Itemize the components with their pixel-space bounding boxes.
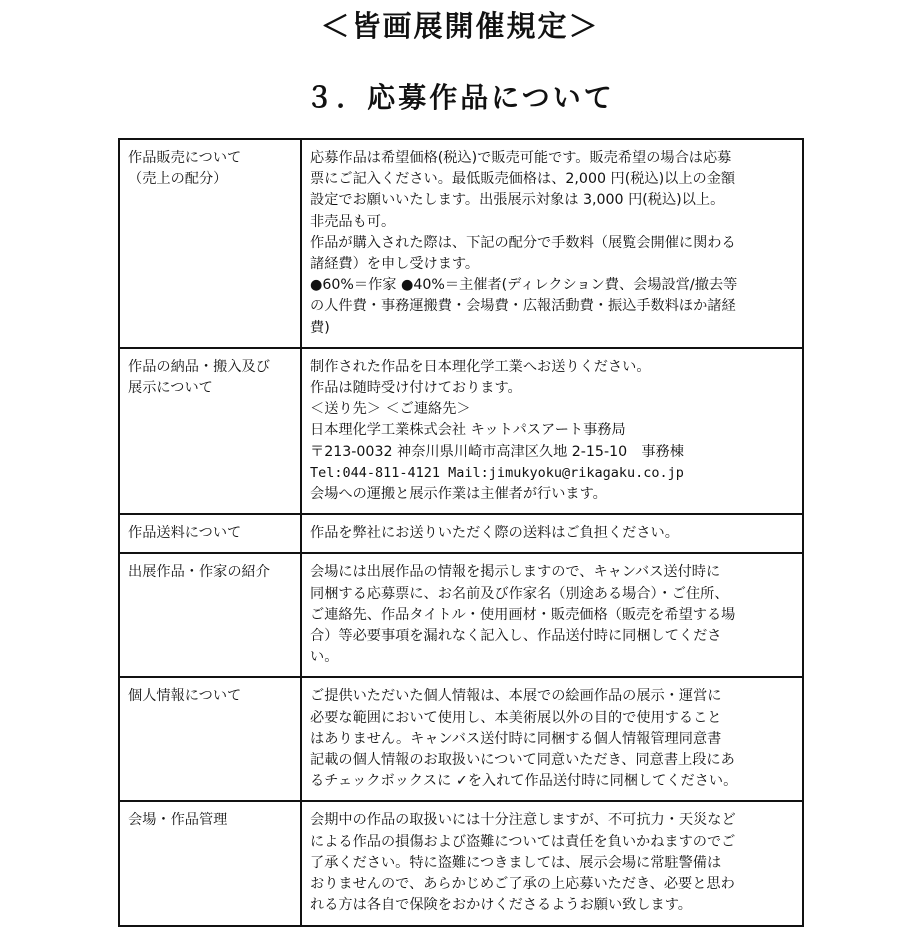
- row-label: [119, 553, 301, 677]
- content-line: おりませんので、あらかじめご了承の上応募いただき、必要と思わ: [310, 876, 735, 893]
- content-line: 非売品も可。: [310, 213, 396, 230]
- row-content: [301, 801, 803, 925]
- row-label-line: 作品の納品・搬入及び: [128, 358, 270, 375]
- content-line: の人件費・事務運搬費・会場費・広報活動費・振込手数料ほか諸経: [310, 298, 736, 315]
- content-line: 日本理化学工業株式会社 キットパスアート事務局: [310, 422, 626, 439]
- page-header: ＜皆画展開催規定＞: [320, 9, 600, 43]
- contact-line: Tel:044-811-4121 Mail:jimukyoku@rikagaku.co.jp: [310, 464, 684, 481]
- row-content: [301, 514, 803, 553]
- table-row-privacy: [119, 677, 803, 801]
- row-label-line: 作品送料について: [128, 525, 242, 542]
- table-row-introduction: [119, 553, 803, 677]
- row-label-line: 個人情報について: [128, 688, 242, 705]
- content-line: ●60%＝作家 ●40%＝主催者(ディレクション費、会場設営/撤去等: [310, 277, 738, 294]
- content-line: い。: [310, 649, 339, 666]
- content-line: 同梱する応募票に、お名前及び作家名（別途ある場合）・ご住所、: [310, 585, 729, 602]
- content-line: 会場への運搬と展示作業は主催者が行います。: [310, 486, 607, 503]
- content-line: れる方は各自で保険をおかけくださるようお願い致します。: [310, 897, 692, 914]
- content-line: 設定でお願いいたします。出張展示対象は 3,000 円(税込)以上。: [310, 192, 725, 209]
- row-label: [119, 348, 301, 514]
- row-label: [119, 801, 301, 925]
- rules-table: [118, 138, 804, 927]
- table-row-delivery: [119, 348, 803, 514]
- content-line: 了承ください。特に盗難につきましては、展示会場に常駐警備は: [310, 854, 722, 871]
- content-line: 諸経費）を申し受けます。: [310, 256, 480, 273]
- content-line: 合）等必要事項を漏れなく記入し、作品送付時に同梱してくださ: [310, 628, 722, 645]
- content-line: 会場には出展作品の情報を掲示しますので、キャンバス送付時に: [310, 564, 721, 581]
- content-line: 作品を弊社にお送りいただく際の送料はご負担ください。: [310, 525, 679, 542]
- row-content: [301, 139, 803, 348]
- content-line: 費): [310, 319, 330, 336]
- row-label-line: （売上の配分）: [128, 171, 228, 188]
- row-content: [301, 553, 803, 677]
- row-label: [119, 677, 301, 801]
- section-title: ３．応募作品について: [305, 81, 615, 114]
- content-line: ご連絡先、作品タイトル・使用画材・販売価格（販売を希望する場: [310, 606, 736, 623]
- table-row-shipping: [119, 514, 803, 553]
- content-line: ご提供いただいた個人情報は、本展での絵画作品の展示・運営に: [310, 688, 722, 705]
- content-line: 制作された作品を日本理化学工業へお送りください。: [310, 358, 651, 375]
- content-line: ＜送り先＞ ＜ご連絡先＞: [310, 401, 471, 418]
- table-row-sales: [119, 139, 803, 348]
- content-line: 会期中の作品の取扱いには十分注意しますが、不可抗力・天災など: [310, 812, 736, 829]
- address-line: 〒213-0032 神奈川県川崎市高津区久地 2-15-10 事務棟: [310, 443, 684, 460]
- row-label: [119, 514, 301, 553]
- table-row-management: [119, 801, 803, 925]
- row-content: [301, 348, 803, 514]
- content-line: るチェックボックスに ✓を入れて作品送付時に同梱してください。: [310, 773, 738, 790]
- content-line: 作品が購入された際は、下記の配分で手数料（展覧会開催に関わる: [310, 234, 736, 251]
- content-line: 作品は随時受け付けております。: [310, 380, 522, 397]
- content-line: 記載の個人情報のお取扱いについて同意いただき、同意書上段にあ: [310, 752, 735, 769]
- row-label-line: 展示について: [128, 380, 213, 397]
- row-label: [119, 139, 301, 348]
- row-label-line: 作品販売について: [128, 150, 242, 166]
- row-label-line: 会場・作品管理: [128, 812, 228, 829]
- content-line: はありません。キャンバス送付時に同梱する個人情報管理同意書: [310, 730, 722, 747]
- row-label-line: 出展作品・作家の紹介: [128, 564, 270, 581]
- content-line: による作品の損傷および盗難については責任を負いかねますのでご: [310, 833, 736, 850]
- content-line: 必要な範囲において使用し、本美術展以外の目的で使用すること: [310, 709, 722, 726]
- row-content: [301, 677, 803, 801]
- content-line: 票にご記入ください。最低販売価格は、2,000 円(税込)以上の金額: [310, 171, 736, 188]
- content-line: 応募作品は希望価格(税込)で販売可能です。販売希望の場合は応募: [310, 150, 732, 166]
